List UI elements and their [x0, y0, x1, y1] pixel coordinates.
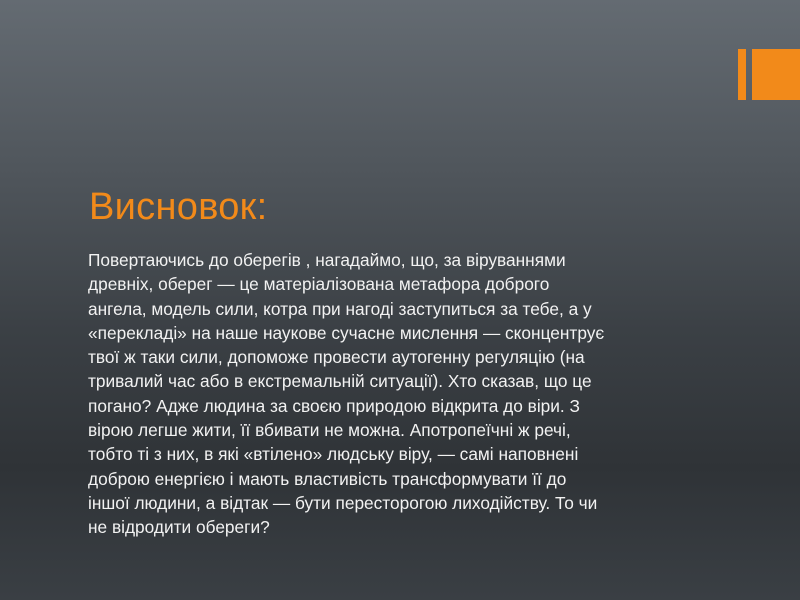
- body-line: не відродити обереги?: [88, 517, 270, 538]
- body-line: Повертаючись до оберегів , нагадаймо, що, за віруваннями: [88, 250, 566, 270]
- body-line: ангела, модель сили, котра при нагоді заступиться за тебе, а у: [88, 298, 592, 319]
- accent-thick-bar: [752, 49, 800, 100]
- body-line: вірою легше жити, її вбивати не можна. Апотропеїчні ж речі,: [88, 420, 571, 441]
- accent-bar-decoration: [738, 49, 800, 100]
- slide-body-text: [88, 248, 728, 540]
- body-line: древніх, оберег — це матеріалізована метафора доброго: [88, 274, 550, 295]
- body-line: твої ж таки сили, допоможе провести аутогенну регуляцію (на: [88, 347, 585, 368]
- body-line: «перекладі» на наше наукове сучасне мислення — сконцентрує: [88, 322, 605, 343]
- accent-thin-bar: [738, 49, 746, 100]
- slide-title: Висновок:: [89, 186, 268, 228]
- body-line: доброю енергією і мають властивість трансформувати її до: [88, 468, 567, 489]
- body-line: іншої людини, а відтак — бути пересторогою лиходійству. То чи: [88, 492, 598, 513]
- body-line: тобто ті з них, в які «втілено» людську віру, — самі наповнені: [88, 444, 579, 465]
- body-line: тривалий час або в екстремальній ситуації). Хто сказав, що це: [88, 371, 592, 392]
- body-line: погано? Адже людина за своєю природою відкрита до віри. З: [88, 395, 580, 416]
